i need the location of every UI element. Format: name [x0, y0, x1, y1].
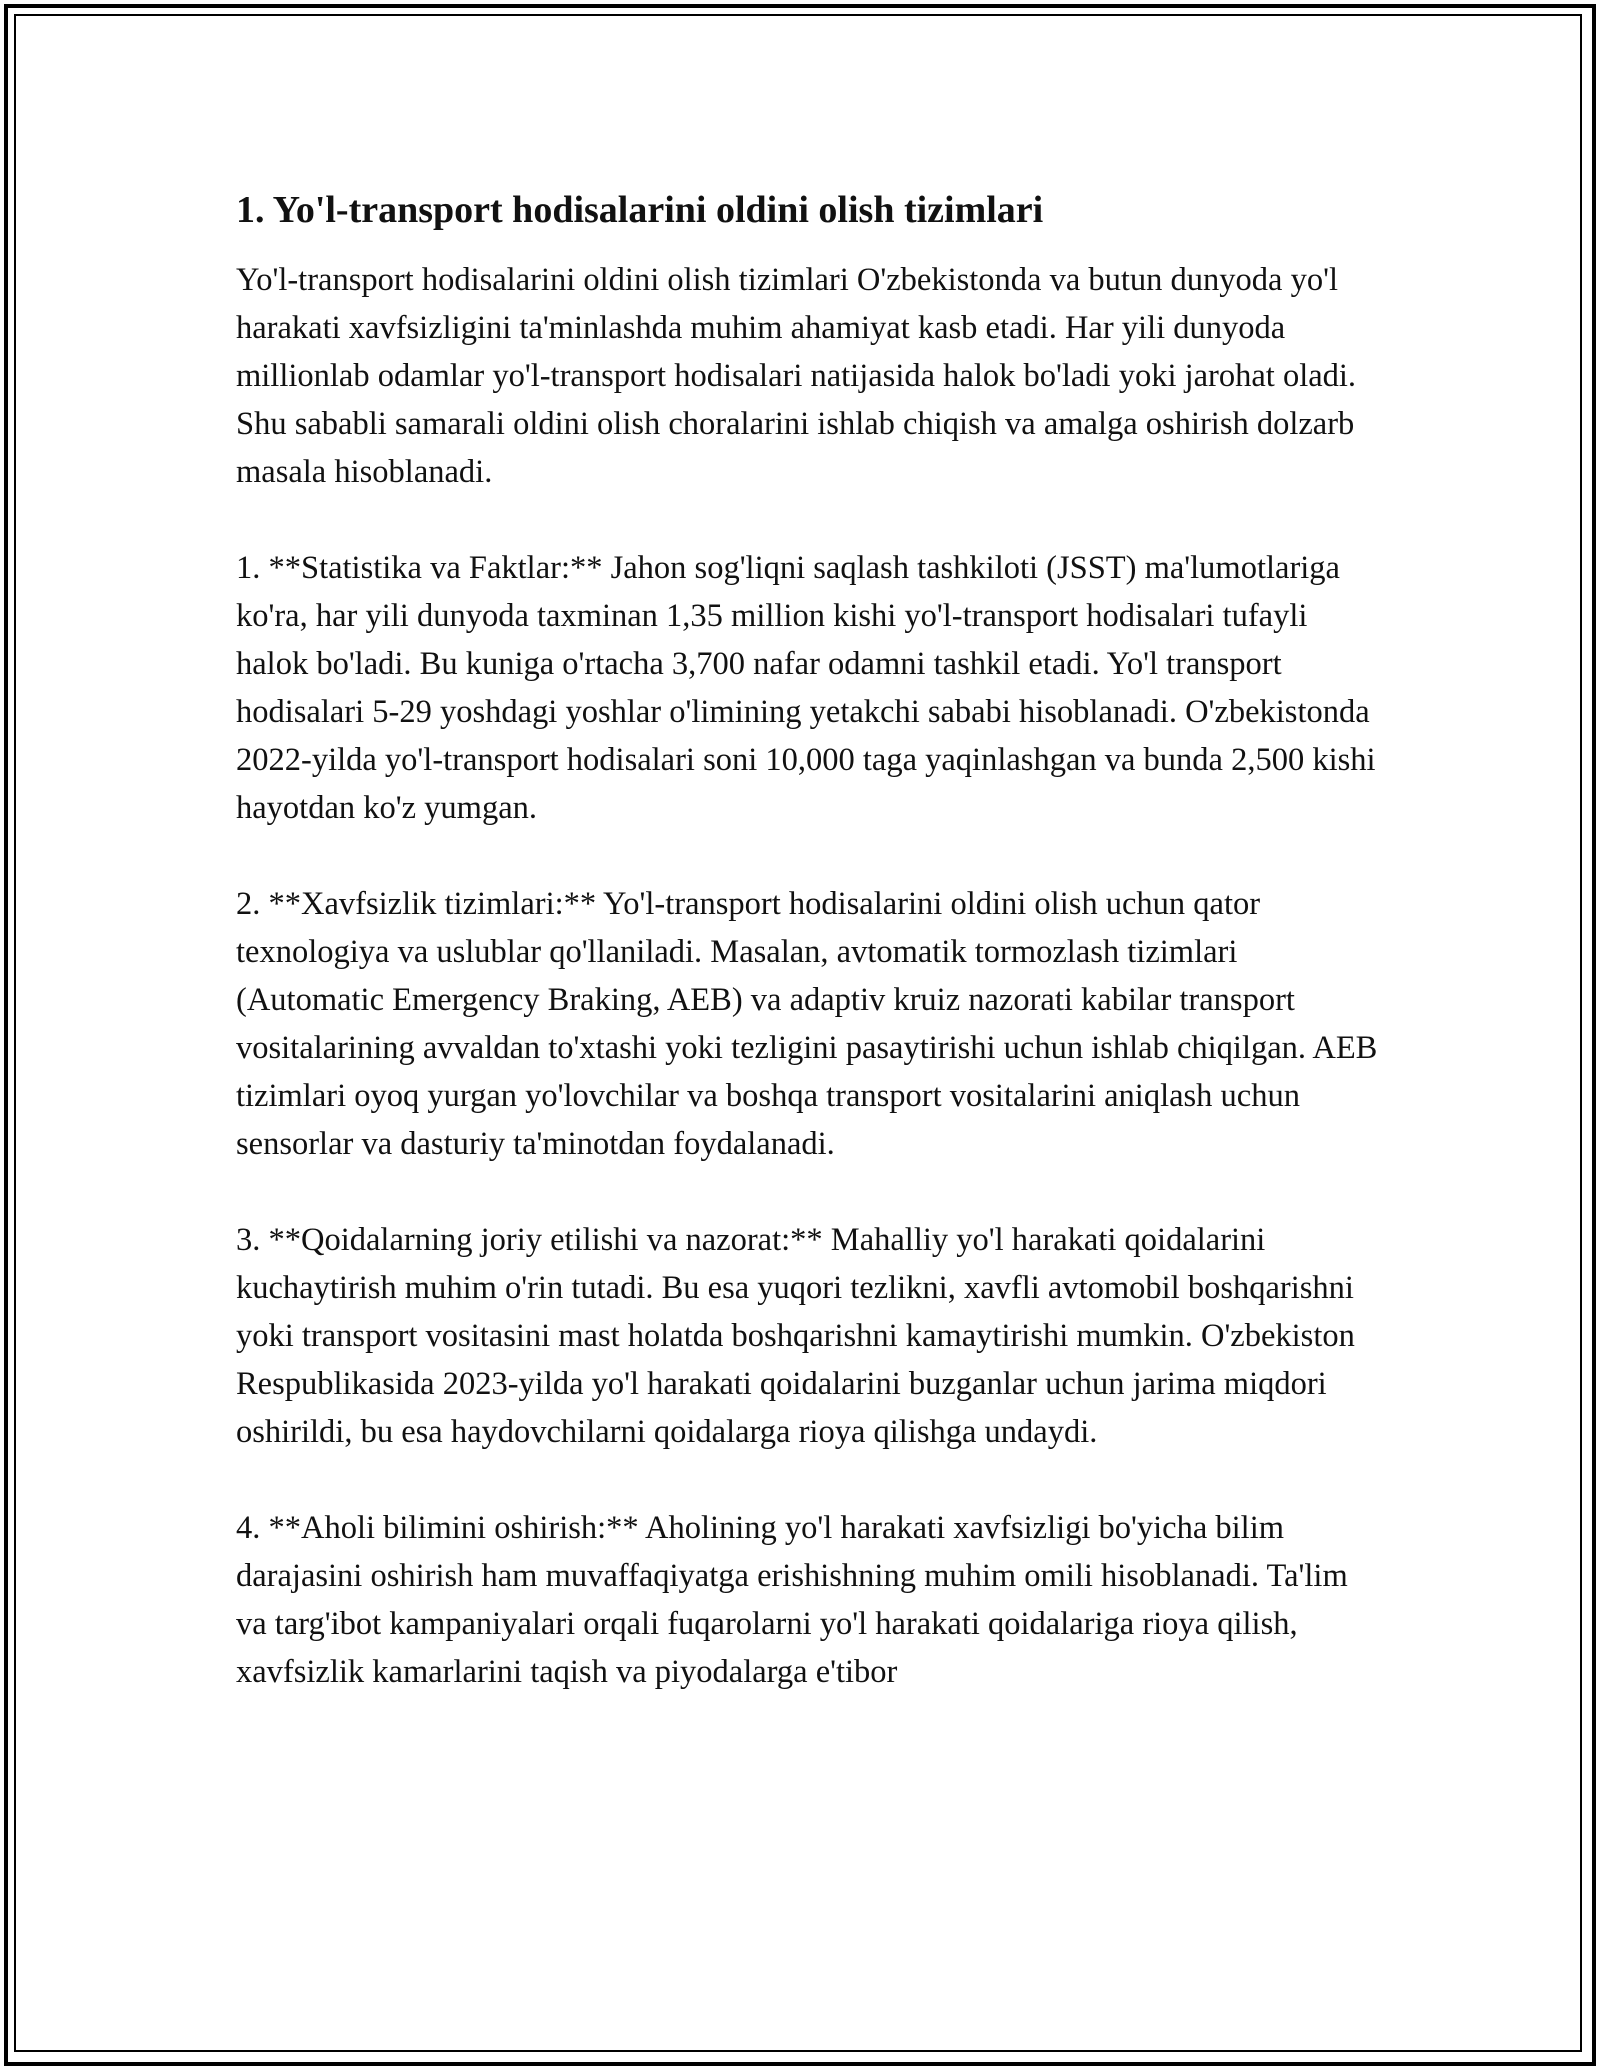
paragraph-safety-systems: 2. **Xavfsizlik tizimlari:** Yo'l-transport hodisalarini oldini olish uchun qator texnologiya va uslublar qo'llaniladi. Masalan, avtomatik tormozlash tizimlari (Automatic Emergency Braking, AEB) va adaptiv kruiz nazorati kabilar transport vositalarining avvaldan to'xtashi yoki tezligini pasaytirishi uchun ishlab chiqilgan. AEB tizimlari oyoq yurgan yo'lovchilar va boshqa transport vositalarini aniqlash uchun sensorlar va dasturiy ta'minotdan foydalanadi. — [236, 886, 1378, 1162]
paragraph-rules-enforcement: 3. **Qoidalarning joriy etilishi va nazorat:** Mahalliy yo'l harakati qoidalarini kuchaytirish muhim o'rin tutadi. Bu esa yuqori tezlikni, xavfli avtomobil boshqarishni yoki transport vositasini mast holatda boshqarishni kamaytirishi mumkin. O'zbekiston Respublikasida 2023-yilda yo'l harakati qoidalarini buzganlar uchun jarima miqdori oshirildi, bu esa haydovchilarni qoidalarga rioya qilishga undaydi. — [236, 1222, 1355, 1450]
intro-paragraph: Yo'l-transport hodisalarini oldini olish tizimlari O'zbekistonda va butun dunyoda yo'l harakati xavfsizligini ta'minlashda muhim ahamiyat kasb etadi. Har yili dunyoda millionlab odamlar yo'l-transport hodisalari natijasida halok bo'ladi yoki jarohat oladi. Shu sababli samarali oldini olish choralarini ishlab chiqish va amalga oshirish dolzarb masala hisoblanadi. — [236, 262, 1357, 490]
document-body — [236, 186, 1386, 1744]
paragraph-public-awareness: 4. **Aholi bilimini oshirish:** Aholining yo'l harakati xavfsizligi bo'yicha bilim darajasini oshirish ham muvaffaqiyatga erishishning muhim omili hisoblanadi. Ta'lim va targ'ibot kampaniyalari orqali fuqarolarni yo'l harakati qoidalariga rioya qilish, xavfsizlik kamarlarini taqish va piyodalarga e'tibor — [236, 1510, 1348, 1690]
section-heading: 1. Yo'l-transport hodisalarini oldini olish tizimlari — [236, 189, 1044, 231]
paragraph-statistics: 1. **Statistika va Faktlar:** Jahon sog'liqni saqlash tashkiloti (JSST) ma'lumotlariga ko'ra, har yili dunyoda taxminan 1,35 million kishi yo'l-transport hodisalari tufayli halok bo'ladi. Bu kuniga o'rtacha 3,700 nafar odamni tashkil etadi. Yo'l transport hodisalari 5-29 yoshdagi yoshlar o'limining yetakchi sababi hisoblanadi. O'zbekistonda 2022-yilda yo'l-transport hodisalari soni 10,000 taga yaqinlashgan va bunda 2,500 kishi hayotdan ko'z yumgan. — [236, 550, 1376, 826]
